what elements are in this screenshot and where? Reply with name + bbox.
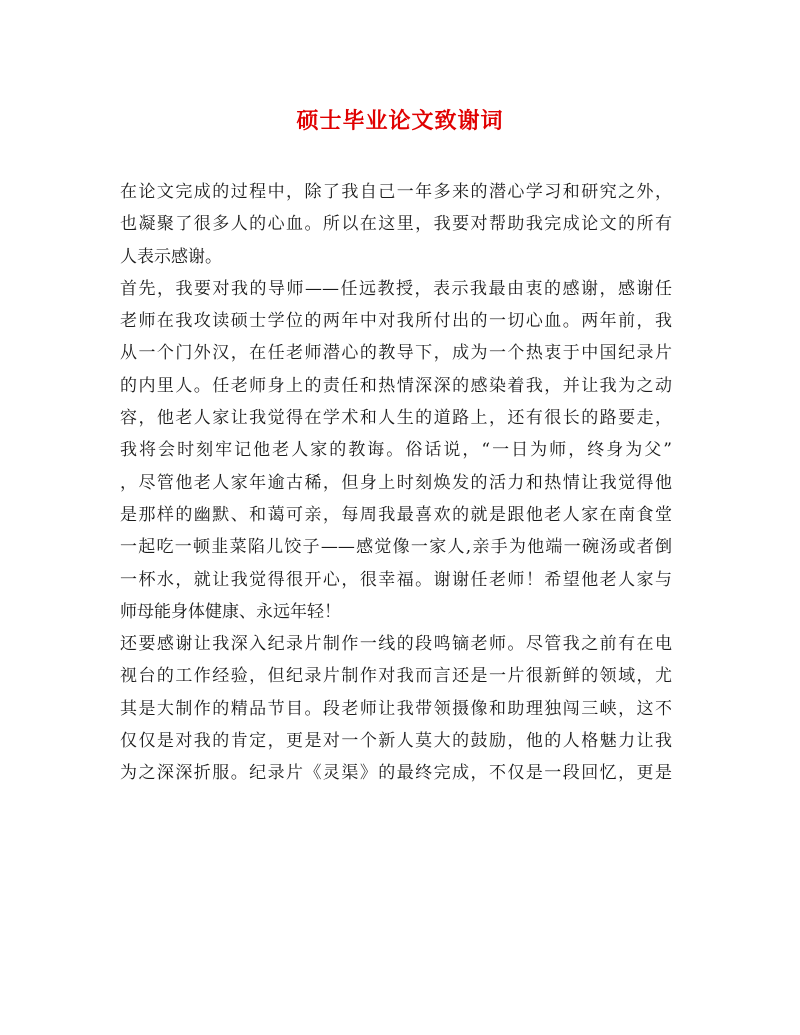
text-line: 一杯水，就让我觉得很开心，很幸福。谢谢任老师！希望他老人家与 <box>120 569 672 590</box>
text-line: 人表示感谢。 <box>120 246 222 267</box>
text-line: 视台的工作经验，但纪录片制作对我而言还是一片很新鲜的领域，尤 <box>120 666 672 687</box>
text-line: 首先，我要对我的导师——任远教授，表示我最由衷的感谢，感谢任 <box>120 278 672 299</box>
text-line: 师母能身体健康、永远年轻！ <box>120 601 341 622</box>
text-line: 是那样的幽默、和蔼可亲，每周我最喜欢的就是跟他老人家在南食堂 <box>120 504 672 525</box>
text-line: 从一个门外汉，在任老师潜心的教导下，成为一个热衷于中国纪录片 <box>120 343 672 364</box>
text-line: 其是大制作的精品节目。段老师让我带领摄像和助理独闯三峡，这不 <box>120 698 672 719</box>
text-line: 还要感谢让我深入纪录片制作一线的段鸣镝老师。尽管我之前有在电 <box>120 634 672 655</box>
text-line: 为之深深折服。纪录片《灵渠》的最终完成，不仅是一段回忆，更是 <box>120 763 672 784</box>
text-line: ，尽管他老人家年逾古稀，但身上时刻焕发的活力和热情让我觉得他 <box>120 472 672 493</box>
text-line: 仅仅是对我的肯定，更是对一个新人莫大的鼓励，他的人格魅力让我 <box>120 731 672 752</box>
text-line: 在论文完成的过程中，除了我自己一年多来的潜心学习和研究之外， <box>120 182 672 202</box>
page-title: 硕士毕业论文致谢词 <box>296 108 504 134</box>
text-line: 的内里人。任老师身上的责任和热情深深的感染着我，并让我为之动 <box>120 375 672 396</box>
text-line: 也凝聚了很多人的心血。所以在这里，我要对帮助我完成论文的所有 <box>120 214 672 235</box>
text-line: 老师在我攻读硕士学位的两年中对我所付出的一切心血。两年前，我 <box>120 311 672 332</box>
body-text <box>120 176 672 790</box>
text-line: 一起吃一顿韭菜陷儿饺子——感觉像一家人,亲手为他端一碗汤或者倒 <box>120 537 672 558</box>
text-line: 容，他老人家让我觉得在学术和人生的道路上，还有很长的路要走， <box>120 408 672 429</box>
text-line: 我将会时刻牢记他老人家的教诲。俗话说，“一日为师，终身为父” <box>120 440 672 461</box>
